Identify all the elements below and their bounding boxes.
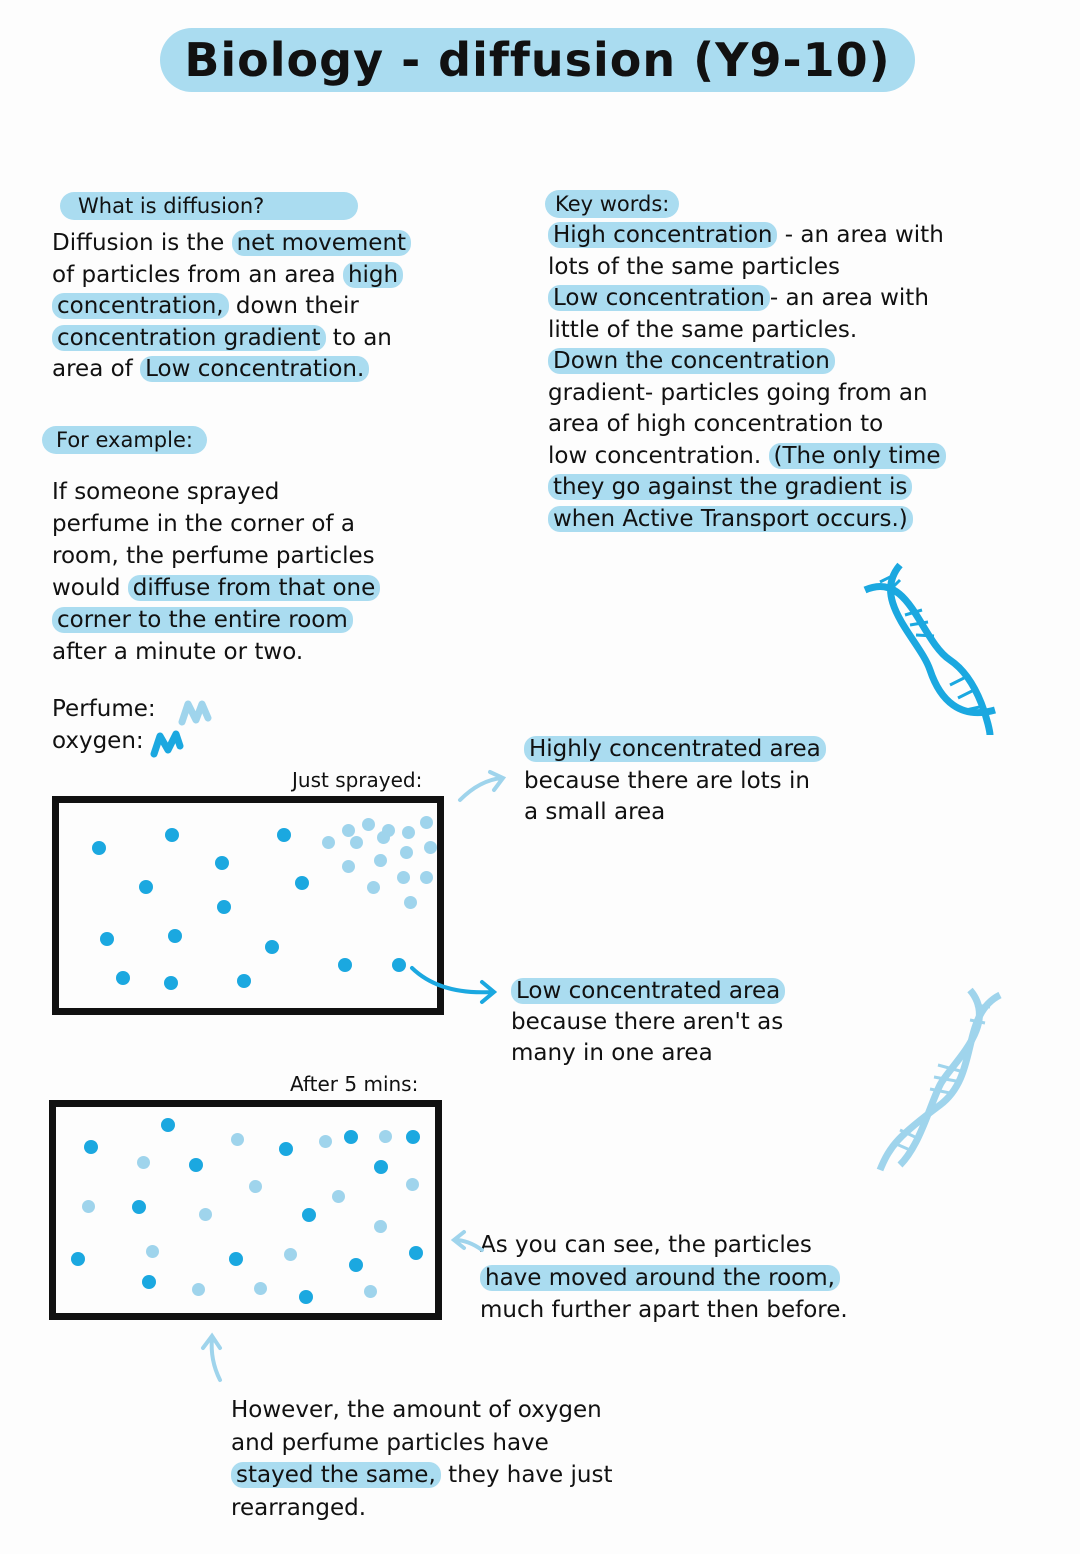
- text-segment: perfume in the corner of a: [52, 511, 355, 537]
- text-line: [480, 1262, 848, 1295]
- page-title: Biology - diffusion (Y9-10): [160, 28, 915, 92]
- text-segment: after a minute or two.: [52, 639, 304, 665]
- perfume-particle: [342, 860, 355, 873]
- highlighted-text: they go against the gradient is: [548, 474, 912, 500]
- for-example-heading: For example:: [42, 426, 207, 454]
- oxygen-particle: [161, 1118, 175, 1132]
- text-line: [548, 346, 946, 378]
- perfume-particle: [367, 881, 380, 894]
- highlighted-text: diffuse from that one: [128, 575, 381, 601]
- oxygen-particle: [84, 1140, 98, 1154]
- legend-perfume-label: Perfume:: [52, 696, 156, 722]
- perfume-particle: [377, 831, 390, 844]
- text-line: [52, 540, 380, 572]
- arrow-icon: [203, 1336, 220, 1380]
- text-segment: because there are lots in: [524, 767, 810, 794]
- text-line: [231, 1427, 612, 1460]
- oxygen-particle: [165, 828, 179, 842]
- text-segment: area of high concentration to: [548, 411, 884, 437]
- perfume-particle: [400, 846, 413, 859]
- text-line: [511, 976, 785, 1007]
- oxygen-particle: [168, 929, 182, 943]
- text-line: [524, 797, 826, 829]
- text-segment: of particles from an area: [52, 261, 343, 288]
- what-is-diffusion-heading: What is diffusion?: [60, 192, 358, 220]
- text-segment: and perfume particles have: [231, 1429, 549, 1456]
- text-line: [511, 1038, 785, 1069]
- oxygen-particle: [409, 1246, 423, 1260]
- key-words-heading: Key words:: [545, 190, 679, 218]
- text-segment: room, the perfume particles: [52, 543, 375, 569]
- highlighted-text: concentration gradient: [52, 325, 326, 351]
- perfume-particle: [374, 854, 387, 867]
- text-segment: little of the same particles.: [548, 316, 858, 343]
- perfume-particle: [406, 1178, 419, 1191]
- oxygen-particle: [338, 958, 352, 972]
- text-line: [52, 354, 411, 386]
- text-segment: - an area with: [777, 222, 944, 248]
- oxygen-swatch-icon: [150, 728, 184, 758]
- dna-helix-icon: [850, 560, 1010, 750]
- perfume-particle: [254, 1282, 267, 1295]
- perfume-particle: [402, 826, 415, 839]
- highlighted-text: when Active Transport occurs.): [548, 506, 913, 532]
- oxygen-particle: [100, 932, 114, 946]
- oxygen-particle: [279, 1142, 293, 1156]
- oxygen-particle: [374, 1160, 388, 1174]
- text-segment: because there aren't as: [511, 1009, 784, 1035]
- highlighted-text: high: [343, 262, 403, 288]
- text-line: [480, 1294, 848, 1327]
- text-segment: If someone sprayed: [52, 479, 280, 505]
- highlighted-text: (The only time: [769, 443, 946, 469]
- just-sprayed-label: Just sprayed:: [292, 768, 423, 792]
- particles-moved-note: [480, 1229, 848, 1327]
- text-line: [52, 476, 380, 508]
- text-segment: lots of the same particles: [548, 253, 840, 280]
- oxygen-particle: [295, 876, 309, 890]
- arrow-icon: [460, 772, 503, 800]
- arrow-icon: [454, 1232, 482, 1250]
- text-line: [548, 378, 946, 410]
- perfume-particle: [332, 1190, 345, 1203]
- legend-oxygen-label: oxygen:: [52, 728, 144, 754]
- perfume-particle: [322, 836, 335, 849]
- oxygen-particle: [215, 856, 229, 870]
- oxygen-particle: [92, 841, 106, 855]
- oxygen-particle: [277, 828, 291, 842]
- legend-oxygen: [52, 726, 144, 758]
- text-line: [548, 472, 946, 504]
- perfume-particle: [350, 836, 363, 849]
- perfume-particle: [420, 871, 433, 884]
- highlighted-text: Low concentrated area: [511, 978, 785, 1004]
- text-line: [548, 441, 946, 473]
- highlighted-text: concentration,: [52, 293, 229, 319]
- text-line: [231, 1394, 612, 1427]
- highlighted-text: Low concentration: [548, 285, 770, 311]
- perfume-particle: [379, 1130, 392, 1143]
- text-line: [548, 315, 946, 347]
- text-segment: gradient- particles going from an: [548, 379, 928, 406]
- dna-helix-faded-icon: [870, 985, 1015, 1180]
- oxygen-particle: [71, 1252, 85, 1266]
- oxygen-particle: [299, 1290, 313, 1304]
- oxygen-particle: [217, 900, 231, 914]
- highlighted-text: corner to the entire room: [52, 607, 353, 633]
- perfume-particle: [249, 1180, 262, 1193]
- oxygen-particle: [139, 880, 153, 894]
- text-line: [511, 1007, 785, 1038]
- oxygen-particle: [302, 1208, 316, 1222]
- highlighted-text: Down the concentration: [548, 348, 835, 374]
- perfume-particle: [364, 1285, 377, 1298]
- oxygen-particle: [116, 971, 130, 985]
- highlighted-text: stayed the same,: [231, 1462, 441, 1488]
- text-segment: many in one area: [511, 1040, 713, 1066]
- highlighted-text: net movement: [232, 230, 411, 256]
- text-line: [548, 252, 946, 284]
- low-concentration-note: [511, 976, 785, 1069]
- oxygen-particle: [132, 1200, 146, 1214]
- perfume-particle: [420, 816, 433, 829]
- oxygen-particle: [142, 1275, 156, 1289]
- text-line: [52, 260, 411, 292]
- example-paragraph: [52, 476, 380, 668]
- highlighted-text: Low concentration.: [140, 356, 369, 382]
- perfume-particle: [342, 824, 355, 837]
- perfume-particle: [374, 1220, 387, 1233]
- perfume-particle: [284, 1248, 297, 1261]
- text-line: [480, 1229, 848, 1262]
- oxygen-particle: [349, 1258, 363, 1272]
- highlighted-text: Highly concentrated area: [524, 736, 826, 762]
- text-segment: a small area: [524, 799, 666, 825]
- text-line: [52, 508, 380, 540]
- text-line: [231, 1492, 612, 1525]
- text-line: [524, 766, 826, 798]
- text-line: [52, 572, 380, 604]
- text-line: [231, 1459, 612, 1492]
- text-segment: would: [52, 575, 128, 601]
- text-line: [524, 734, 826, 766]
- text-segment: rearranged.: [231, 1494, 367, 1521]
- oxygen-particle: [392, 958, 406, 972]
- perfume-particle: [362, 818, 375, 831]
- text-line: [548, 220, 946, 252]
- after-5-mins-label: After 5 mins:: [290, 1072, 419, 1096]
- oxygen-particle: [344, 1130, 358, 1144]
- text-line: [52, 291, 411, 323]
- text-line: [52, 636, 380, 668]
- text-line: [52, 604, 380, 636]
- oxygen-particle: [164, 976, 178, 990]
- key-words-paragraph: [548, 220, 946, 535]
- room-diagram-just-sprayed: [52, 796, 444, 1015]
- definition-paragraph: [52, 228, 411, 386]
- perfume-particle: [404, 896, 417, 909]
- oxygen-particle: [406, 1130, 420, 1144]
- text-line: [52, 323, 411, 355]
- oxygen-particle: [265, 940, 279, 954]
- text-line: [548, 504, 946, 536]
- text-line: [548, 283, 946, 315]
- highlighted-text: have moved around the room,: [480, 1265, 840, 1291]
- text-segment: area of: [52, 356, 141, 382]
- text-segment: low concentration.: [548, 442, 769, 469]
- oxygen-particle: [237, 974, 251, 988]
- highlighted-text: High concentration: [548, 222, 777, 248]
- text-segment: they have just: [440, 1462, 613, 1488]
- high-concentration-note: [524, 734, 826, 829]
- text-segment: As you can see, the particles: [480, 1232, 812, 1258]
- perfume-particle: [82, 1200, 95, 1213]
- perfume-swatch-icon: [178, 698, 214, 728]
- perfume-particle: [397, 871, 410, 884]
- text-line: [548, 409, 946, 441]
- room-diagram-after-5-mins: [49, 1100, 442, 1320]
- conservation-note: [231, 1394, 612, 1524]
- text-line: [52, 228, 411, 260]
- perfume-particle: [146, 1245, 159, 1258]
- perfume-particle: [137, 1156, 150, 1169]
- text-segment: down their: [228, 293, 359, 319]
- text-segment: much further apart then before.: [480, 1297, 848, 1323]
- perfume-particle: [199, 1208, 212, 1221]
- perfume-particle: [319, 1135, 332, 1148]
- perfume-particle: [424, 841, 437, 854]
- perfume-particle: [231, 1133, 244, 1146]
- text-segment: - an area with: [769, 285, 929, 311]
- text-segment: Diffusion is the: [52, 230, 232, 256]
- text-segment: to an: [325, 324, 392, 351]
- oxygen-particle: [189, 1158, 203, 1172]
- legend-perfume: [52, 694, 156, 726]
- text-segment: However, the amount of oxygen: [231, 1397, 602, 1423]
- perfume-particle: [192, 1283, 205, 1296]
- oxygen-particle: [229, 1252, 243, 1266]
